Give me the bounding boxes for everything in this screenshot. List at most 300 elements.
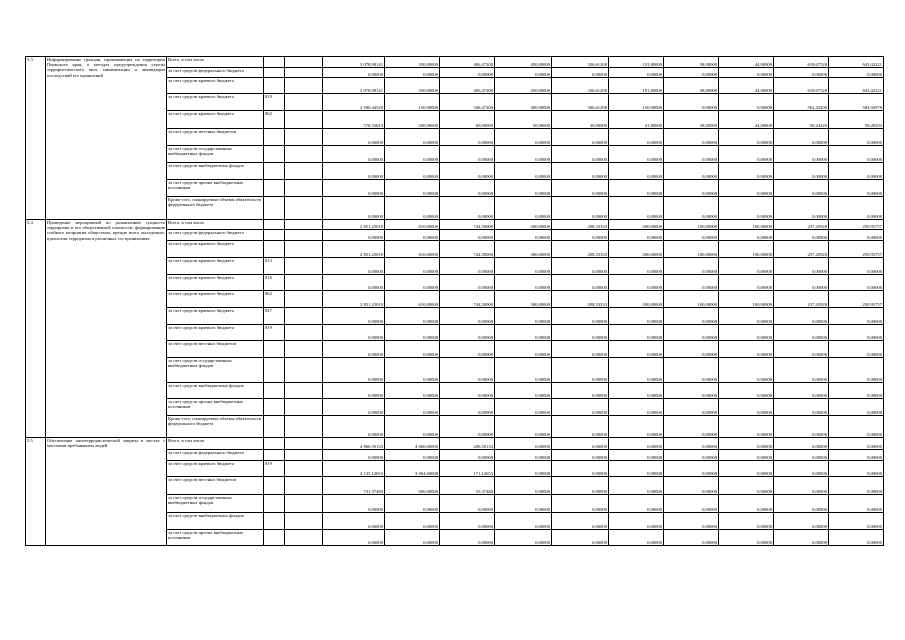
amount-cell: 0,00000 <box>719 180 774 197</box>
budget-code: 862 <box>264 291 285 308</box>
amount-cell: 0,00000 <box>664 416 719 438</box>
amount-cell: 0,00000 <box>440 399 495 416</box>
amount-cell: 0,00000 <box>664 308 719 325</box>
empty-cell <box>285 461 323 477</box>
amount-cell: 0,00000 <box>440 358 495 383</box>
amount-cell: 696,00000 <box>385 477 440 495</box>
amount-cell: 100,00000 <box>664 241 719 258</box>
table-row <box>26 438 884 450</box>
amount-cell: 208,33333 <box>552 220 609 230</box>
amount-cell: 0,00000 <box>774 258 829 275</box>
amount-cell: 0,00000 <box>609 325 664 341</box>
budget-code: 819 <box>264 461 285 477</box>
amount-cell: 0,00000 <box>440 68 495 78</box>
amount-cell: 406,47200 <box>440 57 495 68</box>
funding-source: за счет средств прочих внебюджетных источников <box>167 399 264 416</box>
amount-cell: 0,00000 <box>495 495 552 513</box>
budget-code <box>264 163 285 180</box>
funding-source: за счет средств местных бюджетов <box>167 477 264 495</box>
amount-cell: 300,00000 <box>495 291 552 308</box>
amount-cell: 0,00000 <box>719 94 774 111</box>
amount-cell: 336,61200 <box>552 78 609 94</box>
amount-cell: 41,80000 <box>609 111 664 129</box>
amount-cell: 0,00000 <box>323 180 385 197</box>
budget-code <box>264 78 285 94</box>
amount-cell: 0,00000 <box>552 399 609 416</box>
amount-cell: 0,00000 <box>440 450 495 461</box>
amount-cell: 744,50000 <box>440 291 495 308</box>
amount-cell: 0,00000 <box>323 495 385 513</box>
amount-cell: 0,00000 <box>664 146 719 163</box>
amount-cell: 0,00000 <box>552 530 609 546</box>
empty-cell <box>285 94 323 111</box>
amount-cell: 0,00000 <box>664 94 719 111</box>
amount-cell: 0,00000 <box>664 163 719 180</box>
amount-cell: 2 500,44528 <box>323 94 385 111</box>
amount-cell: 300,00000 <box>495 220 552 230</box>
amount-cell: 0,00000 <box>774 146 829 163</box>
amount-cell: 0,00000 <box>664 530 719 546</box>
amount-cell: 0,00000 <box>719 325 774 341</box>
amount-cell: 0,00000 <box>609 438 664 450</box>
empty-cell <box>285 358 323 383</box>
amount-cell: 0,00000 <box>385 180 440 197</box>
amount-cell: 0,00000 <box>829 495 884 513</box>
amount-cell: 0,00000 <box>323 308 385 325</box>
amount-cell: 35,37480 <box>440 477 495 495</box>
amount-cell: 0,00000 <box>385 513 440 530</box>
amount-cell: 0,00000 <box>323 68 385 78</box>
budget-code <box>264 416 285 438</box>
amount-cell: 0,00000 <box>323 416 385 438</box>
amount-cell: 56,24320 <box>774 111 829 129</box>
funding-source: за счет средств федерального бюджета <box>167 68 264 78</box>
amount-cell: 0,00000 <box>829 146 884 163</box>
amount-cell: 0,00000 <box>440 146 495 163</box>
amount-cell: 0,00000 <box>829 358 884 383</box>
amount-cell: 0,00000 <box>609 513 664 530</box>
amount-cell: 0,00000 <box>664 450 719 461</box>
amount-cell: 100,00000 <box>719 220 774 230</box>
amount-cell: 0,00000 <box>719 341 774 358</box>
amount-cell: 0,00000 <box>664 230 719 241</box>
table-row <box>26 220 884 230</box>
amount-cell: 0,00000 <box>774 399 829 416</box>
amount-cell: 191,80000 <box>609 78 664 94</box>
amount-cell: 643,42221 <box>829 78 884 94</box>
amount-cell: 0,00000 <box>323 146 385 163</box>
amount-cell: 0,00000 <box>552 450 609 461</box>
amount-cell: 0,00000 <box>323 230 385 241</box>
amount-cell: 0,00000 <box>385 258 440 275</box>
amount-cell: 0,00000 <box>552 461 609 477</box>
amount-cell: 0,00000 <box>323 275 385 291</box>
amount-cell: 0,00000 <box>664 438 719 450</box>
amount-cell: 400,00000 <box>495 94 552 111</box>
amount-cell: 200,00000 <box>609 220 664 230</box>
amount-cell: 0,00000 <box>495 163 552 180</box>
amount-cell: 0,00000 <box>552 325 609 341</box>
budget-code <box>264 513 285 530</box>
empty-cell <box>285 477 323 495</box>
amount-cell: 0,00000 <box>440 341 495 358</box>
amount-cell: 0,00000 <box>719 450 774 461</box>
amount-cell: 0,00000 <box>552 383 609 399</box>
empty-cell <box>285 341 323 358</box>
amount-cell: 618,67520 <box>774 78 829 94</box>
amount-cell: 0,00000 <box>719 68 774 78</box>
amount-cell: 0,00000 <box>495 146 552 163</box>
amount-cell: 610,00000 <box>385 291 440 308</box>
amount-cell: 100,00000 <box>719 241 774 258</box>
amount-cell: 0,00000 <box>609 341 664 358</box>
amount-cell: 0,00000 <box>829 129 884 146</box>
amount-cell: 250,95757 <box>829 291 884 308</box>
amount-cell: 0,00000 <box>829 450 884 461</box>
item-number: 5.3 <box>26 57 46 220</box>
amount-cell: 0,00000 <box>774 230 829 241</box>
amount-cell: 0,00000 <box>552 258 609 275</box>
amount-cell: 0,00000 <box>552 163 609 180</box>
amount-cell: 0,00000 <box>495 461 552 477</box>
amount-cell: 38,00000 <box>664 57 719 68</box>
amount-cell: 0,00000 <box>385 341 440 358</box>
amount-cell: 0,00000 <box>664 399 719 416</box>
amount-cell: 0,00000 <box>829 197 884 220</box>
budget-code <box>264 180 285 197</box>
amount-cell: 0,00000 <box>385 358 440 383</box>
amount-cell: 0,00000 <box>385 530 440 546</box>
amount-cell: 744,50000 <box>440 241 495 258</box>
amount-cell: 0,00000 <box>609 197 664 220</box>
amount-cell: 0,00000 <box>552 180 609 197</box>
amount-cell: 0,00000 <box>664 513 719 530</box>
amount-cell: 450,00000 <box>495 57 552 68</box>
amount-cell: 0,00000 <box>609 461 664 477</box>
empty-cell <box>285 399 323 416</box>
amount-cell: 44,00000 <box>719 78 774 94</box>
budget-code: 819 <box>264 94 285 111</box>
amount-cell: 4 660,00000 <box>385 438 440 450</box>
amount-cell: 0,00000 <box>385 146 440 163</box>
amount-cell: 584,92978 <box>829 94 884 111</box>
item-number: 5.4 <box>26 220 46 438</box>
amount-cell: 0,00000 <box>552 513 609 530</box>
amount-cell: 0,00000 <box>440 230 495 241</box>
empty-cell <box>285 438 323 450</box>
amount-cell: 0,00000 <box>323 197 385 220</box>
amount-cell: 0,00000 <box>664 461 719 477</box>
amount-cell: 0,00000 <box>664 180 719 197</box>
amount-cell: 0,00000 <box>664 358 719 383</box>
amount-cell: 0,00000 <box>440 513 495 530</box>
amount-cell: 0,00000 <box>495 308 552 325</box>
funding-source: за счет средств федерального бюджета <box>167 450 264 461</box>
amount-cell: 100,00000 <box>664 220 719 230</box>
amount-cell: 100,00000 <box>664 291 719 308</box>
budget-code <box>264 146 285 163</box>
amount-cell: 0,00000 <box>385 197 440 220</box>
amount-cell: 0,00000 <box>323 450 385 461</box>
amount-cell: 0,00000 <box>495 68 552 78</box>
table-row <box>26 57 884 68</box>
funding-source: за счет средств краевого бюджета <box>167 241 264 258</box>
funding-source: за счет средств федерального бюджета <box>167 230 264 241</box>
empty-cell <box>285 291 323 308</box>
amount-cell: 250,95757 <box>829 220 884 230</box>
funding-source: за счет средств внебюджетных фондов <box>167 513 264 530</box>
amount-cell: 0,00000 <box>609 129 664 146</box>
empty-cell <box>285 163 323 180</box>
funding-source: Всего, в том числе <box>167 220 264 230</box>
amount-cell: 0,00000 <box>440 163 495 180</box>
amount-cell: 0,00000 <box>719 513 774 530</box>
amount-cell: 0,00000 <box>719 438 774 450</box>
budget-code <box>264 129 285 146</box>
funding-source: за счет средств внебюджетных фондов <box>167 383 264 399</box>
amount-cell: 4 135,12653 <box>323 461 385 477</box>
amount-cell: 0,00000 <box>664 197 719 220</box>
amount-cell: 237,45920 <box>774 220 829 230</box>
amount-cell: 0,00000 <box>440 495 495 513</box>
amount-cell: 0,00000 <box>609 258 664 275</box>
amount-cell: 0,00000 <box>385 129 440 146</box>
amount-cell: 0,00000 <box>719 477 774 495</box>
budget-code <box>264 230 285 241</box>
amount-cell: 0,00000 <box>495 450 552 461</box>
budget-code <box>264 57 285 68</box>
amount-cell: 0,00000 <box>440 416 495 438</box>
amount-cell: 50,00000 <box>495 111 552 129</box>
funding-source: за счет средств краевого бюджета <box>167 461 264 477</box>
amount-cell: 0,00000 <box>829 258 884 275</box>
amount-cell: 0,00000 <box>552 438 609 450</box>
empty-cell <box>285 220 323 230</box>
empty-cell <box>285 258 323 275</box>
amount-cell: 0,00000 <box>495 341 552 358</box>
amount-cell: 0,00000 <box>440 180 495 197</box>
amount-cell: 336,61200 <box>552 57 609 68</box>
amount-cell: 0,00000 <box>440 383 495 399</box>
amount-cell: 100,00000 <box>719 291 774 308</box>
empty-cell <box>285 180 323 197</box>
amount-cell: 0,00000 <box>719 163 774 180</box>
amount-cell: 406,47200 <box>440 78 495 94</box>
amount-cell: 346,47200 <box>440 94 495 111</box>
amount-cell: 0,00000 <box>719 358 774 383</box>
amount-cell: 0,00000 <box>495 258 552 275</box>
amount-cell: 0,00000 <box>829 477 884 495</box>
amount-cell: 2 851,25010 <box>323 241 385 258</box>
funding-source: за счет средств государственных внебюджетных фондов <box>167 146 264 163</box>
funding-source: за счет средств краевого бюджета <box>167 325 264 341</box>
empty-cell <box>285 241 323 258</box>
empty-cell <box>285 57 323 68</box>
amount-cell: 0,00000 <box>829 530 884 546</box>
amount-cell: 0,00000 <box>774 129 829 146</box>
budget-code: 862 <box>264 111 285 129</box>
budget-code <box>264 450 285 461</box>
amount-cell: 0,00000 <box>495 399 552 416</box>
amount-cell: 731,37480 <box>323 477 385 495</box>
empty-cell <box>285 495 323 513</box>
amount-cell: 0,00000 <box>385 495 440 513</box>
amount-cell: 0,00000 <box>829 513 884 530</box>
amount-cell: 0,00000 <box>440 258 495 275</box>
funding-source: за счет средств краевого бюджета <box>167 291 264 308</box>
amount-cell: 3 078,98141 <box>323 57 385 68</box>
amount-cell: 0,00000 <box>323 129 385 146</box>
amount-cell: 208,33333 <box>552 241 609 258</box>
amount-cell: 0,00000 <box>495 477 552 495</box>
amount-cell: 0,00000 <box>664 129 719 146</box>
amount-cell: 0,00000 <box>552 275 609 291</box>
amount-cell: 3 964,00000 <box>385 461 440 477</box>
amount-cell: 0,00000 <box>829 163 884 180</box>
amount-cell: 0,00000 <box>323 325 385 341</box>
funding-source: за счет средств внебюджетных фондов <box>167 163 264 180</box>
amount-cell: 0,00000 <box>323 399 385 416</box>
empty-cell <box>285 325 323 341</box>
amount-cell: 0,00000 <box>495 513 552 530</box>
amount-cell: 0,00000 <box>495 438 552 450</box>
amount-cell: 0,00000 <box>774 341 829 358</box>
amount-cell: 0,00000 <box>664 341 719 358</box>
amount-cell: 0,00000 <box>440 129 495 146</box>
budget-code <box>264 495 285 513</box>
budget-code <box>264 383 285 399</box>
empty-cell <box>285 129 323 146</box>
amount-cell: 744,50000 <box>440 220 495 230</box>
empty-cell <box>285 197 323 220</box>
event-description: Информирование граждан, проживающих на территории Пермского края, о методах предупреждения угрозы террористического акта, минимизации и ликвидации последствий его проявлений <box>46 57 167 220</box>
amount-cell: 206,50133 <box>440 438 495 450</box>
amount-cell: 0,00000 <box>552 308 609 325</box>
budget-code: 813 <box>264 258 285 275</box>
funding-source: за счет средств государственных внебюджетных фондов <box>167 495 264 513</box>
budget-code <box>264 220 285 230</box>
amount-cell: 0,00000 <box>552 358 609 383</box>
amount-cell: 0,00000 <box>829 275 884 291</box>
empty-cell <box>285 230 323 241</box>
amount-cell: 0,00000 <box>385 450 440 461</box>
empty-cell <box>285 383 323 399</box>
amount-cell: 0,00000 <box>774 68 829 78</box>
amount-cell: 0,00000 <box>385 325 440 341</box>
amount-cell: 0,00000 <box>385 275 440 291</box>
amount-cell: 0,00000 <box>495 180 552 197</box>
amount-cell: 58,49293 <box>829 111 884 129</box>
amount-cell: 0,00000 <box>609 275 664 291</box>
amount-cell: 0,00000 <box>774 495 829 513</box>
amount-cell: 200,00000 <box>385 111 440 129</box>
amount-cell: 0,00000 <box>609 308 664 325</box>
amount-cell: 0,00000 <box>552 495 609 513</box>
amount-cell: 0,00000 <box>829 383 884 399</box>
amount-cell: 0,00000 <box>774 180 829 197</box>
amount-cell: 0,00000 <box>719 258 774 275</box>
amount-cell: 350,00000 <box>385 57 440 68</box>
empty-cell <box>285 450 323 461</box>
amount-cell: 0,00000 <box>323 163 385 180</box>
amount-cell: 0,00000 <box>323 258 385 275</box>
amount-cell: 208,33333 <box>552 291 609 308</box>
amount-cell: 0,00000 <box>719 146 774 163</box>
amount-cell: 0,00000 <box>552 68 609 78</box>
amount-cell: 0,00000 <box>609 383 664 399</box>
amount-cell: 0,00000 <box>829 180 884 197</box>
amount-cell: 0,00000 <box>774 197 829 220</box>
amount-cell: 200,00000 <box>609 291 664 308</box>
amount-cell: 0,00000 <box>719 129 774 146</box>
amount-cell: 0,00000 <box>829 399 884 416</box>
amount-cell: 0,00000 <box>774 513 829 530</box>
amount-cell: 0,00000 <box>774 477 829 495</box>
amount-cell: 0,00000 <box>385 230 440 241</box>
budget-code <box>264 438 285 450</box>
amount-cell: 0,00000 <box>719 275 774 291</box>
funding-source: за счет средств прочих внебюджетных источников <box>167 180 264 197</box>
amount-cell: 0,00000 <box>609 399 664 416</box>
amount-cell: 0,00000 <box>719 461 774 477</box>
amount-cell: 0,00000 <box>323 383 385 399</box>
amount-cell: 0,00000 <box>495 129 552 146</box>
amount-cell: 0,00000 <box>719 530 774 546</box>
amount-cell: 0,00000 <box>829 325 884 341</box>
amount-cell: 0,00000 <box>664 477 719 495</box>
funding-source: за счет средств краевого бюджета <box>167 258 264 275</box>
item-number: 5.5 <box>26 438 46 546</box>
budget-code: 819 <box>264 325 285 341</box>
amount-cell: 150,00000 <box>609 94 664 111</box>
amount-cell: 0,00000 <box>829 416 884 438</box>
amount-cell: 0,00000 <box>719 383 774 399</box>
amount-cell: 0,00000 <box>385 399 440 416</box>
amount-cell: 0,00000 <box>495 325 552 341</box>
amount-cell: 0,00000 <box>774 530 829 546</box>
amount-cell: 0,00000 <box>719 230 774 241</box>
amount-cell: 450,00000 <box>495 78 552 94</box>
amount-cell: 171,12653 <box>440 461 495 477</box>
funding-source: Кроме того, планируемые объемы обязательств федерального бюджета <box>167 416 264 438</box>
amount-cell: 0,00000 <box>609 477 664 495</box>
amount-cell: 0,00000 <box>385 308 440 325</box>
amount-cell: 0,00000 <box>495 416 552 438</box>
amount-cell: 0,00000 <box>774 325 829 341</box>
amount-cell: 0,00000 <box>385 163 440 180</box>
budget-code <box>264 358 285 383</box>
amount-cell: 0,00000 <box>609 146 664 163</box>
amount-cell: 0,00000 <box>774 461 829 477</box>
budget-code <box>264 341 285 358</box>
amount-cell: 38,00000 <box>664 78 719 94</box>
amount-cell: 38,00000 <box>664 111 719 129</box>
amount-cell: 0,00000 <box>719 308 774 325</box>
amount-cell: 44,00000 <box>719 111 774 129</box>
funding-source: Всего, в том числе <box>167 438 264 450</box>
budget-code <box>264 241 285 258</box>
amount-cell: 0,00000 <box>609 495 664 513</box>
amount-cell: 237,45920 <box>774 241 829 258</box>
budget-code <box>264 197 285 220</box>
amount-cell: 0,00000 <box>719 399 774 416</box>
amount-cell: 0,00000 <box>719 197 774 220</box>
amount-cell: 0,00000 <box>774 416 829 438</box>
budget-code <box>264 399 285 416</box>
amount-cell: 0,00000 <box>829 438 884 450</box>
budget-code <box>264 530 285 546</box>
empty-cell <box>285 111 323 129</box>
